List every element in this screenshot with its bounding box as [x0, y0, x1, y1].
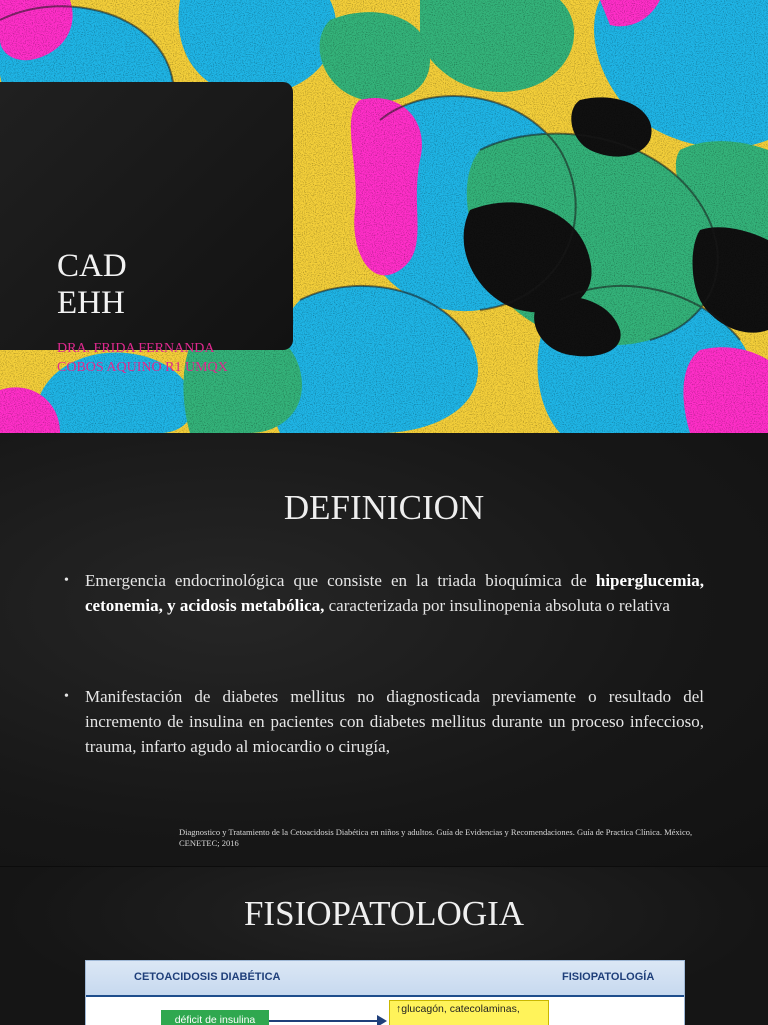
diagram-header-right: FISIOPATOLOGÍA — [562, 971, 655, 983]
slide-title-definicion: DEFINICION — [283, 488, 485, 527]
bullet-dot: • — [64, 573, 69, 588]
slide-title-fisiopatologia: FISIOPATOLOGIA — [243, 894, 525, 933]
bullet-definition-1 — [64, 568, 704, 618]
title-card — [0, 82, 293, 375]
title-line-ehh: EHH — [57, 285, 125, 321]
bullet-text: Manifestación de diabetes mellitus no diagnosticada previamente o resultado del incremento de insulina en pacientes con diabetes mellitus durante un proceso infeccioso, trauma, infarto agudo al miocardio o cirugía, — [85, 687, 704, 756]
bullet-text-part: Emergencia endocrinológica que consiste en la triada bioquímica de — [85, 571, 596, 590]
bullet-text-bold: hiperglucemia, cetonemia, y acidosis metabólica, — [85, 571, 704, 615]
pathophysiology-slide — [0, 866, 768, 1025]
citation: Diagnostico y Tratamiento de la Cetoacidosis Diabética en niños y adultos. Guía de Evidencias y Recomendaciones. Guía de Practica Clínica. México, CENETEC; 2016 — [179, 827, 693, 848]
author — [57, 339, 228, 377]
hormones-box: ↑glucagón, catecolaminas, — [389, 1000, 549, 1025]
bullet-definition-2 — [64, 684, 704, 759]
title-slide — [0, 0, 768, 433]
definition-slide — [0, 433, 768, 866]
bullet-text-part: caracterizada por insulinopenia absoluta o relativa — [324, 596, 670, 615]
diagram-header-left: CETOACIDOSIS DIABÉTICA — [134, 971, 281, 983]
author-line-1: DRA. FRIDA FERNANDA — [57, 341, 215, 356]
author-line-2: COBOS AQUINO R1 UMQX — [57, 360, 228, 375]
arrow-icon — [269, 1011, 389, 1025]
insulin-deficit-box: déficit de insulina — [161, 1010, 269, 1025]
bullet-text — [85, 568, 704, 618]
pathophysiology-diagram — [85, 960, 685, 1025]
title-line-cad: CAD — [57, 248, 127, 284]
diagram-header — [86, 961, 684, 997]
presentation-title — [57, 248, 127, 322]
bullet-dot: • — [64, 689, 69, 704]
